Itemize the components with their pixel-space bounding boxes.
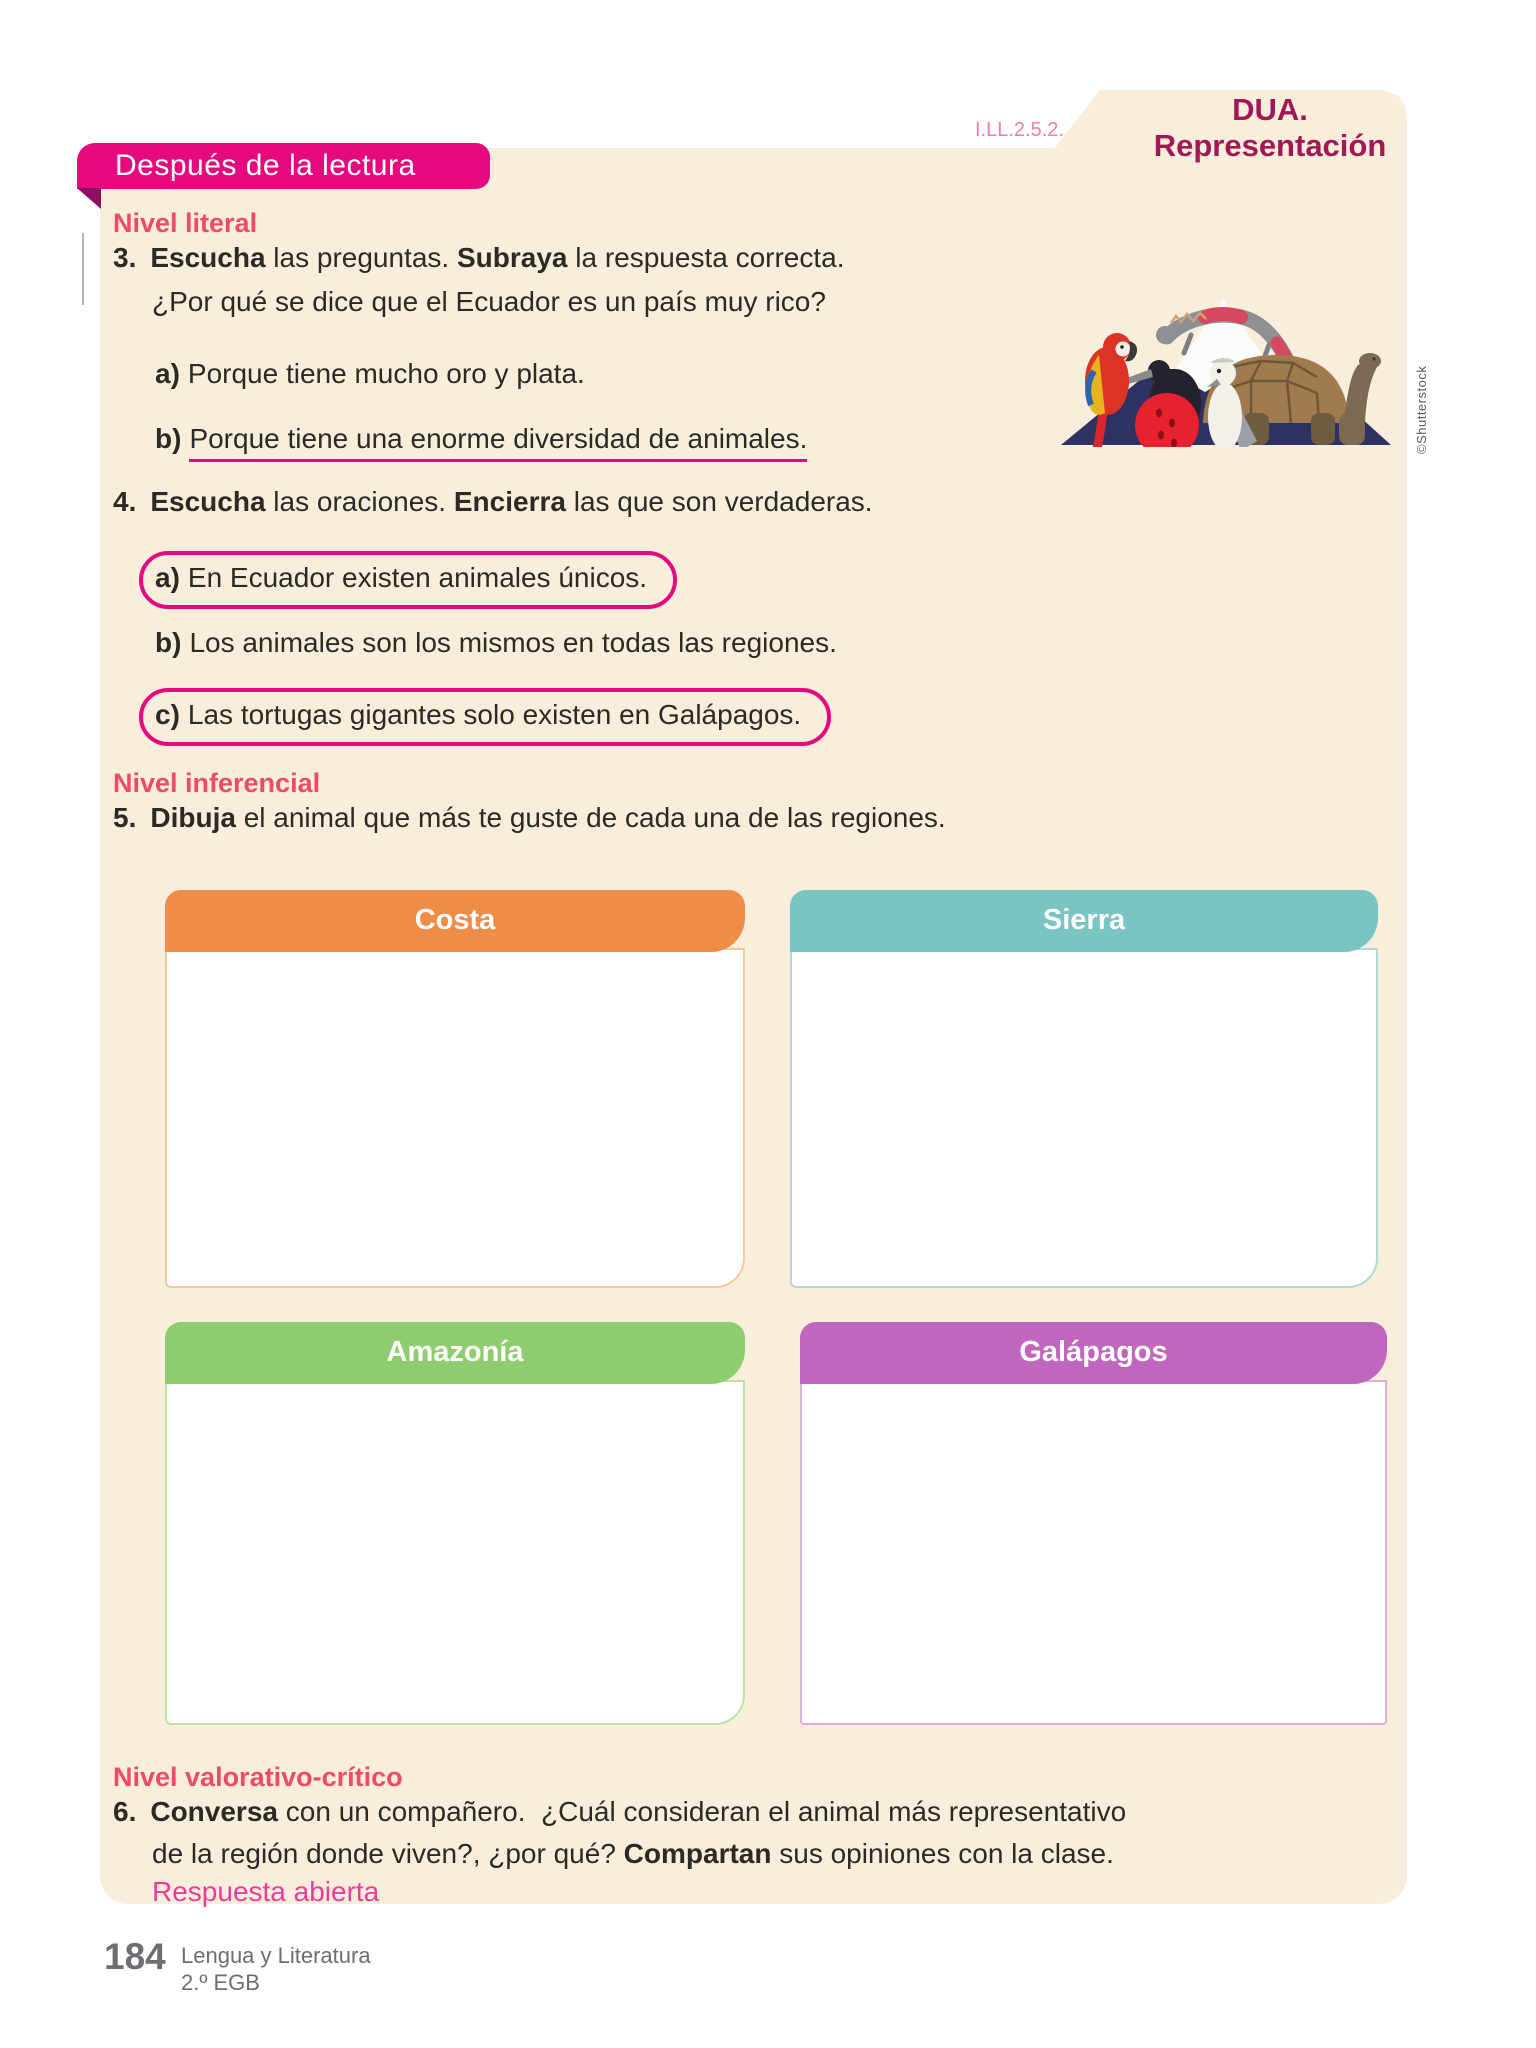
pouch-spot — [1169, 419, 1175, 428]
open-answer-note: Respuesta abierta — [152, 1876, 380, 1907]
q6-instruction-line2: de la región donde viven?, ¿por qué? Compartan sus opiniones con la clase. — [152, 1838, 1114, 1869]
circled-answer-a: a) En Ecuador existen animales únicos. — [139, 551, 677, 609]
ecuador-animals-illustration — [1055, 253, 1395, 447]
level-heading-inferencial: Nivel inferencial — [113, 768, 321, 798]
region-header-amazonia: Amazonía — [165, 1322, 745, 1384]
q3-instruction: 3. Escucha las preguntas. Subraya la respuesta correcta. — [113, 242, 845, 273]
q6-instruction-line1: 6. Conversa con un compañero. ¿Cuál consideran el animal más representativo — [113, 1796, 1127, 1827]
section-tab: Después de la lectura — [77, 143, 490, 189]
q4-option-b: b) Los animales son los mismos en todas las regiones. — [155, 627, 837, 658]
level-heading-literal: Nivel literal — [113, 208, 258, 238]
q5-number: 5. — [113, 802, 137, 833]
region-box-costa — [165, 890, 745, 1288]
tortoise-head — [1359, 353, 1381, 369]
circled-answer-c: c) Las tortugas gigantes solo existen en Galápagos. — [139, 688, 831, 746]
curriculum-code: I.LL.2.5.2. — [975, 119, 1064, 141]
drawing-area-galapagos[interactable] — [800, 1380, 1387, 1725]
iguana-red-patch — [1205, 314, 1241, 317]
q4-number: 4. — [113, 486, 137, 517]
macaw-eye — [1120, 345, 1124, 349]
iguana-head — [1156, 326, 1174, 344]
underlined-answer: Porque tiene una enorme diversidad de animales. — [189, 423, 807, 462]
region-header-costa: Costa — [165, 890, 745, 952]
tortoise-front-leg — [1339, 413, 1365, 445]
drawing-area-costa[interactable] — [165, 948, 745, 1288]
footer-subject: Lengua y Literatura — [181, 1943, 371, 1968]
region-header-galapagos: Galápagos — [800, 1322, 1387, 1384]
dua-title: DUA. — [1232, 92, 1308, 127]
tortoise-eye — [1372, 357, 1375, 360]
pouch-spot — [1158, 431, 1164, 440]
macaw-face-patch — [1116, 342, 1131, 357]
margin-rule — [82, 233, 84, 305]
q3-option-b: b) Porque tiene una enorme diversidad de animales. — [155, 423, 807, 455]
footer-subject-block — [181, 1942, 371, 1996]
region-box-galapagos — [800, 1322, 1387, 1725]
photo-credit: ©Shutterstock — [1414, 365, 1429, 454]
tab-fold-triangle — [77, 188, 101, 209]
q4-option-a — [155, 551, 677, 609]
drawing-area-sierra[interactable] — [790, 948, 1378, 1288]
animals-svg — [1055, 253, 1395, 447]
page-number: 184 — [104, 1936, 166, 1977]
region-box-sierra — [790, 890, 1378, 1288]
booby-eye — [1217, 369, 1221, 373]
q6-number: 6. — [113, 1796, 137, 1827]
region-box-amazonia — [165, 1322, 745, 1725]
dua-subtitle: Representación — [1153, 128, 1387, 163]
q3-number: 3. — [113, 242, 137, 273]
tortoise-leg — [1311, 413, 1335, 445]
q3-question: ¿Por qué se dice que el Ecuador es un país muy rico? — [152, 286, 826, 317]
dua-label — [1140, 92, 1400, 164]
level-heading-valorativo: Nivel valorativo-crítico — [113, 1762, 403, 1792]
q3-option-a: a) Porque tiene mucho oro y plata. — [155, 358, 585, 389]
pouch-spot — [1156, 409, 1162, 418]
q4-option-c — [155, 688, 831, 746]
footer-grade: 2.º EGB — [181, 1970, 260, 1995]
region-header-sierra: Sierra — [790, 890, 1378, 952]
q4-instruction: 4. Escucha las oraciones. Encierra las que son verdaderas. — [113, 486, 873, 517]
q5-instruction: 5. Dibuja el animal que más te guste de cada una de las regiones. — [113, 802, 946, 833]
drawing-area-amazonia[interactable] — [165, 1380, 745, 1725]
